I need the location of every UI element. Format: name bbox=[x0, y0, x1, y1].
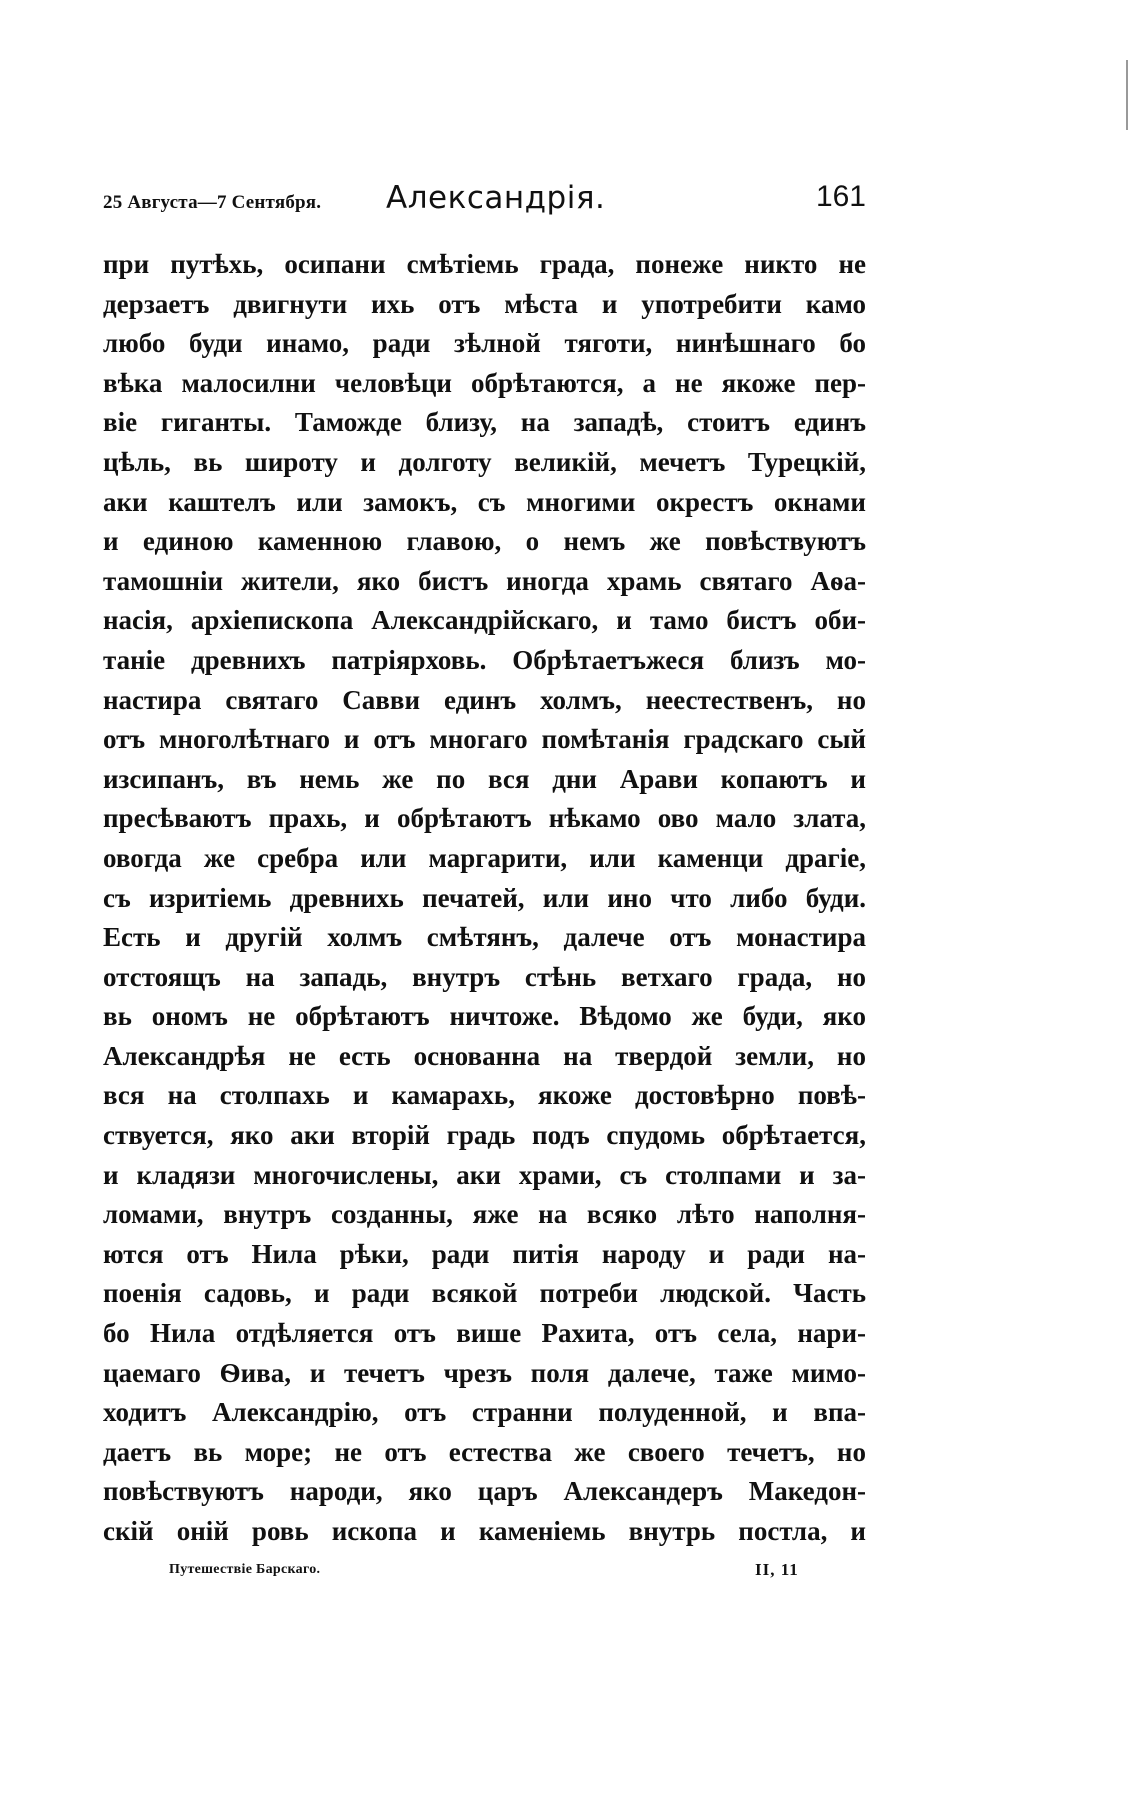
text-line: ются отъ Нила рѣки, ради питія народу и ради на- bbox=[103, 1238, 866, 1269]
text-line: вся на столпахь и камарахь, якоже достовѣрно повѣ- bbox=[103, 1080, 866, 1111]
text-line: овогда же сребра или маргарити, или каменци драгіе, bbox=[103, 842, 866, 873]
text-line: цаемаго Ѳива, и течетъ чрезъ поля далече, таже мимо- bbox=[103, 1357, 866, 1388]
text-line: бо Нила отдѣляется отъ више Рахита, отъ села, нари- bbox=[103, 1318, 866, 1349]
page-number: 161 bbox=[815, 180, 866, 213]
text-line: аки каштелъ или замокъ, съ многими окрестъ окнами bbox=[103, 486, 866, 517]
text-line: настира святаго Савви единъ холмъ, неестественъ, но bbox=[103, 684, 866, 715]
text-line: таніе древнихъ патріярховь. Обрѣтаетъжеся близъ мо- bbox=[103, 644, 866, 675]
running-head-title: Александрія. bbox=[386, 180, 606, 216]
text-line: віе гиганты. Таможде близу, на западѣ, стоитъ единъ bbox=[103, 407, 866, 438]
text-line: любо буди инамо, ради зѣлной тяготи, нинѣшнаго бо bbox=[103, 328, 866, 359]
running-head bbox=[103, 172, 866, 216]
scan-edge-mark bbox=[1126, 60, 1128, 130]
text-line: и единою каменною главою, о немъ же повѣствуютъ bbox=[103, 526, 866, 557]
text-line: вѣка малосилни человѣци обрѣтаются, а не якоже пер- bbox=[103, 367, 866, 398]
text-line: цѣль, вь широту и долготу великій, мечетъ Турецкій, bbox=[103, 446, 866, 477]
text-line: даетъ вь море; не отъ естества же своего течетъ, но bbox=[103, 1436, 866, 1467]
text-line: отъ многолѣтнаго и отъ многаго помѣтанія градскаго сый bbox=[103, 724, 866, 755]
text-line: насія, архіепископа Александрійскаго, и тамо бистъ оби- bbox=[103, 605, 866, 636]
text-line: тамошніи жители, яко бистъ иногда храмь святаго Аѳа- bbox=[103, 565, 866, 596]
text-line: ломами, внутръ созданны, яже на всяко лѣто наполня- bbox=[103, 1199, 866, 1230]
text-line: поенія садовь, и ради всякой потреби людской. Часть bbox=[103, 1278, 866, 1309]
page-footer bbox=[103, 1562, 866, 1588]
footer-sheet-mark: II, 11 bbox=[755, 1560, 799, 1579]
text-line: изсипанъ, въ немь же по вся дни Арави копаютъ и bbox=[103, 763, 866, 794]
text-line: ствуется, яко аки вторій градь подъ спудомь обрѣтается, bbox=[103, 1120, 866, 1151]
text-line: ходитъ Александрію, отъ странни полуденной, и впа- bbox=[103, 1397, 866, 1428]
text-line: пресѣваютъ прахь, и обрѣтаютъ нѣкамо ово мало злата, bbox=[103, 803, 866, 834]
text-line: вь ономъ не обрѣтаютъ ничтоже. Вѣдомо же буди, яко bbox=[103, 1001, 866, 1032]
text-line: повѣствуютъ народи, яко царъ Александеръ Македон- bbox=[103, 1476, 866, 1507]
body-text bbox=[103, 245, 866, 1552]
text-line: при путѣхь, осипани смѣтіемь града, понеже никто не bbox=[103, 249, 866, 279]
text-line: Александрѣя не есть основанна на твердой земли, но bbox=[103, 1040, 866, 1071]
text-line: и кладязи многочислены, аки храми, съ столпами и за- bbox=[103, 1159, 866, 1190]
text-line: отстоящъ на западь, внутръ стѣнь ветхаго града, но bbox=[103, 961, 866, 992]
text-line: Есть и другій холмъ смѣтянъ, далече отъ монастира bbox=[103, 922, 866, 953]
text-line: съ изритіемь древнихь печатей, или ино что либо буди. bbox=[103, 882, 866, 913]
footer-signature: Путешествіе Барскаго. bbox=[169, 1562, 321, 1577]
text-line: дерзаетъ двигнути ихь отъ мѣста и употребити камо bbox=[103, 288, 866, 319]
text-line: скій оній ровь ископа и каменіемь внутрь постла, и bbox=[103, 1516, 866, 1546]
running-head-date: 25 Августа—7 Сентября. bbox=[103, 192, 322, 213]
